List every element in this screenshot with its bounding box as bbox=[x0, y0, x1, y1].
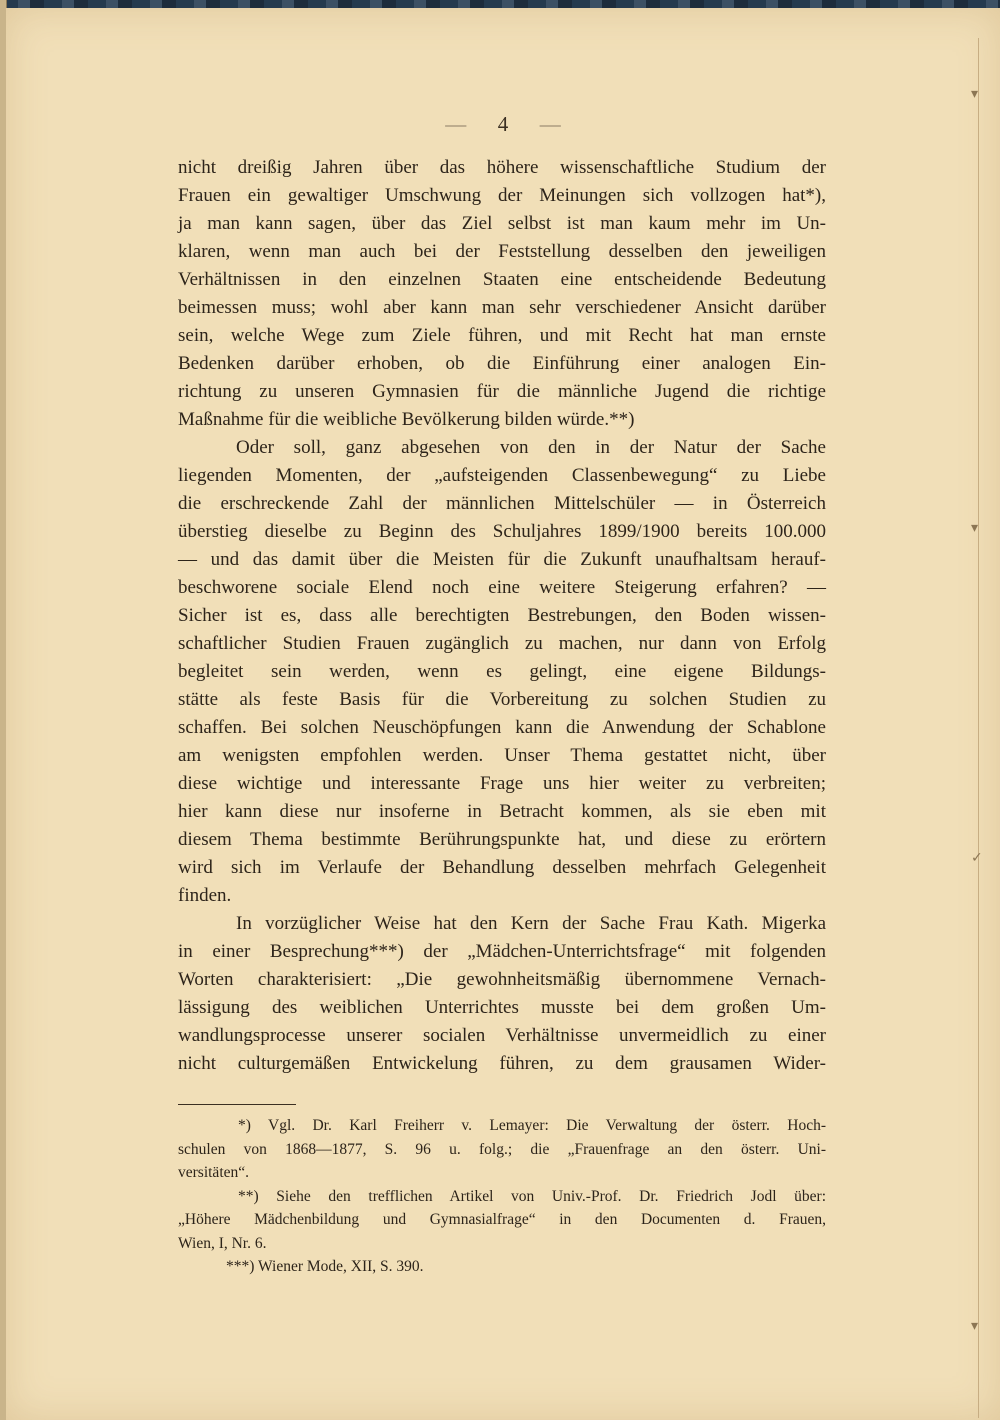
body-line: diesem Thema bestimmte Berührungspunkte hat, und diese zu erörtern bbox=[178, 829, 826, 850]
body-line: In vorzüglicher Weise hat den Kern der Sache Frau Kath. Migerka bbox=[236, 913, 826, 934]
body-line: liegenden Momenten, der „aufsteigenden Classenbewegung“ zu Liebe bbox=[178, 465, 826, 486]
body-line: lässigung des weiblichen Unterrichtes musste bei dem großen Um- bbox=[178, 997, 826, 1018]
body-line: begleitet sein werden, wenn es gelingt, eine eigene Bildungs- bbox=[178, 661, 826, 682]
body-line: Bedenken darüber erhoben, ob die Einführung einer analogen Ein- bbox=[178, 353, 826, 374]
body-line: wird sich im Verlaufe der Behandlung desselben mehrfach Gelegenheit bbox=[178, 857, 826, 878]
book-page bbox=[6, 8, 1000, 1420]
footnote-line: **) Siehe den trefflichen Artikel von Univ.-Prof. Dr. Friedrich Jodl über: bbox=[238, 1187, 826, 1205]
page-number-dash-left: — bbox=[445, 112, 467, 136]
body-line: beimessen muss; wohl aber kann man sehr verschiedener Ansicht darüber bbox=[178, 297, 826, 318]
body-text bbox=[178, 154, 826, 1078]
body-line: — und das damit über die Meisten für die Zukunft unaufhaltsam herauf- bbox=[178, 549, 826, 570]
footnote-separator bbox=[178, 1104, 296, 1105]
edge-mark: ▾ bbox=[971, 86, 979, 102]
footnote-line: *) Vgl. Dr. Karl Freiherr v. Lemayer: Die Verwaltung der österr. Hoch- bbox=[238, 1117, 826, 1134]
page-number-dash-right: — bbox=[539, 112, 561, 136]
footnote-line: „Höhere Mädchenbildung und Gymnasialfrage“ in den Documenten d. Frauen, bbox=[178, 1211, 826, 1228]
binding-edge-top bbox=[0, 0, 1000, 8]
body-line: Sicher ist es, dass alle berechtigten Bestrebungen, den Boden wissen- bbox=[178, 605, 826, 626]
page-edge-rule bbox=[978, 38, 979, 1418]
body-line: sein, welche Wege zum Ziele führen, und mit Recht hat man ernste bbox=[178, 325, 826, 346]
footnote-line: schulen von 1868—1877, S. 96 u. folg.; die „Frauenfrage an den österr. Uni- bbox=[178, 1140, 826, 1158]
body-line: hier kann diese nur insoferne in Betracht kommen, als sie eben mit bbox=[178, 801, 826, 822]
body-line: in einer Besprechung***) der „Mädchen-Unterrichtsfrage“ mit folgenden bbox=[178, 941, 826, 962]
body-line: wandlungsprocesse unserer socialen Verhältnisse unvermeidlich zu einer bbox=[178, 1025, 826, 1046]
edge-mark: ✓ bbox=[971, 850, 983, 866]
page-number bbox=[6, 112, 1000, 137]
footnote-line: Wien, I, Nr. 6. bbox=[178, 1234, 267, 1252]
footnote-line: ***) Wiener Mode, XII, S. 390. bbox=[226, 1258, 424, 1275]
body-line: die erschreckende Zahl der männlichen Mittelschüler — in Österreich bbox=[178, 493, 826, 514]
body-line: überstieg dieselbe zu Beginn des Schuljahres 1899/1900 bereits 100.000 bbox=[178, 521, 826, 542]
body-line: ja man kann sagen, über das Ziel selbst ist man kaum mehr im Un- bbox=[178, 213, 826, 234]
body-line: Frauen ein gewaltiger Umschwung der Meinungen sich vollzogen hat*), bbox=[178, 185, 826, 206]
body-line: richtung zu unseren Gymnasien für die männliche Jugend die richtige bbox=[178, 381, 826, 402]
body-line: Verhältnissen in den einzelnen Staaten eine entscheidende Bedeutung bbox=[178, 269, 826, 290]
footnote-line: versitäten“. bbox=[178, 1164, 250, 1181]
edge-mark: ▾ bbox=[971, 520, 979, 536]
body-line: finden. bbox=[178, 885, 232, 906]
body-line: beschworene sociale Elend noch eine weitere Steigerung erfahren? — bbox=[178, 577, 826, 598]
page-number-value: 4 bbox=[497, 112, 509, 136]
body-line: schaftlicher Studien Frauen zugänglich zu machen, nur dann von Erfolg bbox=[178, 633, 826, 654]
edge-mark: ▾ bbox=[971, 1318, 979, 1334]
body-line: diese wichtige und interessante Frage uns hier weiter zu verbreiten; bbox=[178, 773, 826, 794]
footnotes bbox=[178, 1114, 826, 1279]
body-line: nicht dreißig Jahren über das höhere wissenschaftliche Studium der bbox=[178, 157, 826, 178]
body-line: Maßnahme für die weibliche Bevölkerung bilden würde.**) bbox=[178, 409, 635, 430]
body-line: schaffen. Bei solchen Neuschöpfungen kann die Anwendung der Schablone bbox=[178, 717, 826, 738]
body-line: nicht culturgemäßen Entwickelung führen, zu dem grausamen Wider- bbox=[178, 1053, 826, 1074]
body-line: Oder soll, ganz abgesehen von den in der Natur der Sache bbox=[236, 437, 826, 458]
body-line: Worten charakterisiert: „Die gewohnheitsmäßig übernommene Vernach- bbox=[178, 969, 826, 990]
body-line: am wenigsten empfohlen werden. Unser Thema gestattet nicht, über bbox=[178, 745, 826, 766]
body-line: stätte als feste Basis für die Vorbereitung zu solchen Studien zu bbox=[178, 689, 826, 710]
body-line: klaren, wenn man auch bei der Feststellung desselben den jeweiligen bbox=[178, 241, 826, 262]
